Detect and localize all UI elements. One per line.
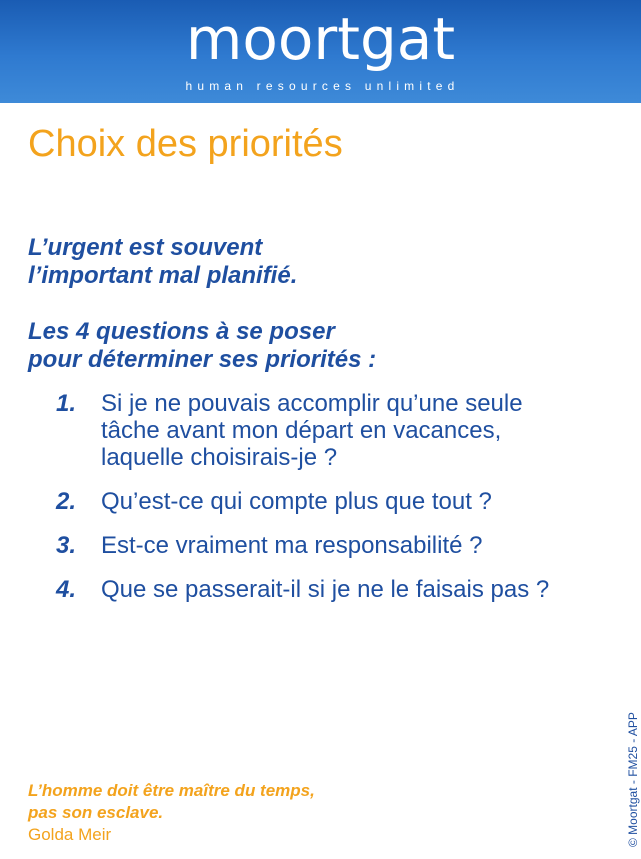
quote-line-1: L’homme doit être maître du temps, (28, 781, 315, 800)
header-banner (0, 0, 641, 103)
questions-heading-line-2: pour déterminer ses priorités : (28, 346, 377, 373)
copyright-notice: © Moortgat - FM25 - APP (626, 712, 640, 847)
question-text (101, 532, 636, 559)
question-item-4 (56, 576, 636, 603)
question-text (101, 576, 636, 603)
question-number: 1. (56, 390, 77, 417)
question-text (101, 488, 636, 515)
question-number: 2. (56, 488, 77, 515)
questions-heading (28, 318, 376, 374)
questions-heading-line-1: Les 4 questions à se poser (28, 318, 335, 345)
logo-tagline: human resources unlimited (185, 79, 460, 93)
question-line: tâche avant mon départ en vacances, (101, 417, 502, 444)
question-item-2 (56, 488, 636, 515)
page-title: Choix des priorités (28, 123, 343, 165)
question-number: 4. (56, 576, 77, 603)
intro-line-2: l’important mal planifié. (28, 262, 298, 289)
quote-block (28, 780, 315, 846)
questions-list (56, 390, 636, 620)
question-item-3 (56, 532, 636, 559)
quote-author: Golda Meir (28, 825, 112, 844)
question-item-1 (56, 390, 636, 471)
question-number: 3. (56, 532, 77, 559)
question-text (101, 390, 636, 471)
question-line: laquelle choisirais-je ? (101, 444, 338, 471)
intro-statement (28, 234, 297, 290)
intro-line-1: L’urgent est souvent (28, 234, 263, 261)
question-line: Est-ce vraiment ma responsabilité ? (101, 532, 483, 559)
moortgat-logo: moortgat (185, 5, 456, 73)
question-line: Que se passerait-il si je ne le faisais pas ? (101, 576, 550, 603)
question-line: Qu’est-ce qui compte plus que tout ? (101, 488, 492, 515)
question-line: Si je ne pouvais accomplir qu’une seule (101, 390, 523, 417)
quote-line-2: pas son esclave. (28, 803, 164, 822)
